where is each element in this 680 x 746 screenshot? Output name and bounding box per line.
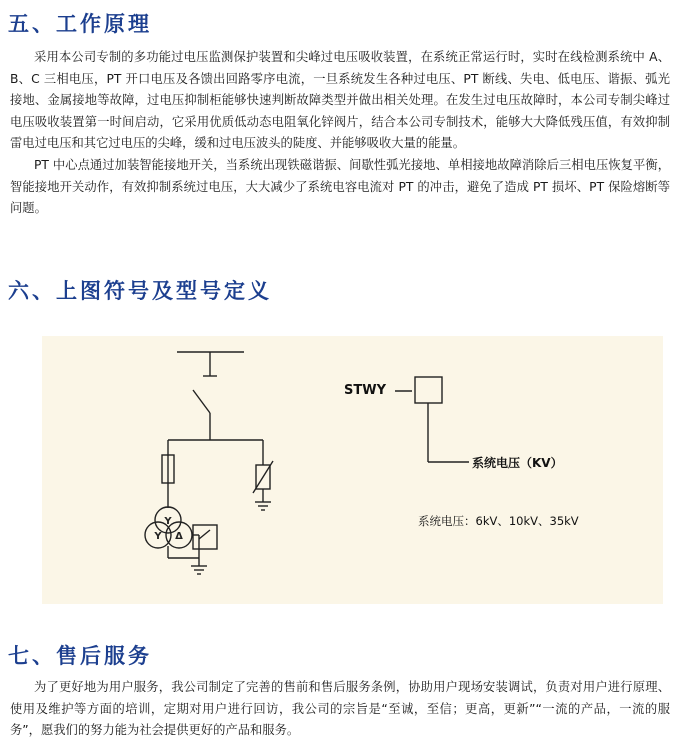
symbol-diagram-figure bbox=[42, 336, 663, 604]
circuit-diagram bbox=[42, 336, 663, 604]
working-principle-paragraph-1: 采用本公司专制的多功能过电压监测保护装置和尖峰过电压吸收装置，在系统正常运行时，实时在线检测系统中 A、B、C 三相电压，PT 开口电压及各馈出回路零序电流，一旦系统发生各种过电压、PT 断线、失电、低电压、谐振、弧光接地、金属接地等故障，过电压抑制柜能够快速判断故障类型并做出相关处理。在发生过电压故障时，本公司专制尖峰过电压吸收装置第一时间启动，它采用优质低动态电阻氧化锌阀片，结合本公司专制技术，能够大大降低残压值，有效抑制雷电过电压和其它过电压的尖峰，缓和过电压波头的陡度、并能够吸收大量的能量。 bbox=[10, 50, 670, 151]
smart-grounding-switch-icon bbox=[193, 525, 217, 549]
transformer-letter-open-delta: Δ bbox=[175, 531, 183, 542]
disconnect-switch-blade bbox=[193, 390, 210, 413]
transformer-letter-secondary: Y bbox=[154, 531, 162, 542]
after-sales-paragraph: 为了更好地为用户服务，我公司制定了完善的售前和售后服务条例，协助用户现场安装调试，负责对用户进行原理、使用及维护等方面的培训，定期对用户进行回访，我公司的宗旨是“至诚，至信；更高，更新”“一流的产品，一流的服务”，愿我们的努力能为社会提供更好的产品和服务。 bbox=[10, 680, 670, 738]
working-principle-paragraph-2: PT 中心点通过加装智能接地开关，当系统出现铁磁谐振、间歇性弧光接地、单相接地故障消除后三相电压恢复平衡，智能接地开关动作，有效抑制系统过电压，大大减少了系统电容电流对 PT 的冲击，避免了造成 PT 损坏、PT 保险熔断等问题。 bbox=[10, 158, 670, 216]
system-voltage-label: 系统电压（KV） bbox=[472, 456, 563, 470]
transformer-letter-primary: Y bbox=[164, 516, 172, 527]
section-title-working-principle: 五、工作原理 bbox=[8, 12, 152, 36]
model-code-label: STWY bbox=[344, 383, 386, 398]
section-title-after-sales-service: 七、售后服务 bbox=[8, 644, 152, 668]
model-code-box bbox=[415, 377, 442, 403]
system-voltage-values: 系统电压：6kV、10kV、35kV bbox=[418, 514, 579, 528]
section-title-symbol-definition: 六、上图符号及型号定义 bbox=[8, 279, 272, 303]
